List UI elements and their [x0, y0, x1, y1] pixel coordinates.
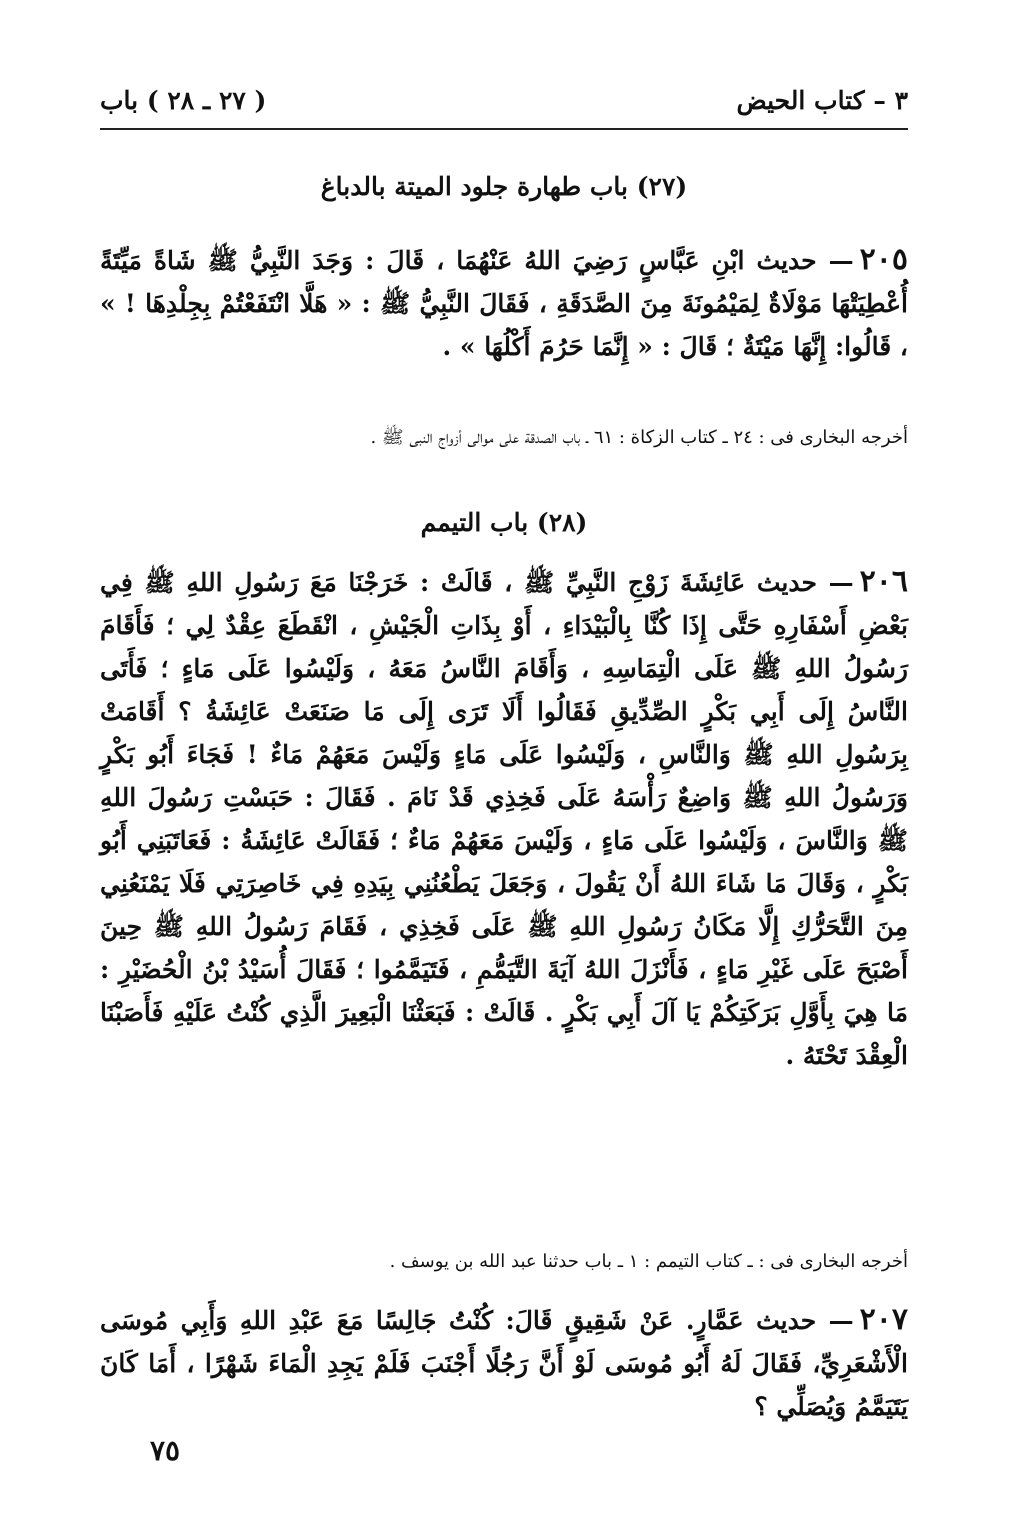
hadith-205-source: أخرجه البخارى فى : ٢٤ ـ كتاب الزكاة : ٦١ ـ باب الصدقة على موالى أزواج النبى ﷺ . [370, 427, 908, 448]
page-number: ٧٥ [150, 1434, 181, 1467]
hadith-207 [100, 1298, 908, 1428]
section-27-title: (٢٧) باب طهارة جلود الميتة بالدباغ [320, 172, 688, 201]
hadith-206 [100, 560, 908, 1077]
header-rule [100, 128, 908, 130]
hadith-205-text: — حديث ابْنِ عَبَّاسٍ رَضِيَ اللهُ عَنْهُمَا ، قَالَ : وَجَدَ النَّبِيُّ ﷺ شَاةً مَيِّتَةً أُعْطِيَتْهَا مَوْلَاةٌ لِمَيْمُونَةَ مِنَ الصَّدَقَةِ ، فَقَالَ النَّبِيُّ ﷺ : « هَلَّا انْتَفَعْتُمْ بِجِلْدِهَا ! » ، قَالُوا: إِنَّهَا مَيْتَةٌ ؛ قَالَ : « إِنَّمَا حَرُمَ أَكْلُهَا » . [100, 246, 908, 361]
header-book-title: ٣ – كتاب الحيض [736, 86, 908, 115]
hadith-206-source: أخرجه البخارى فى : ـ كتاب التيمم : ١ ـ باب حدثنا عبد الله بن يوسف . [389, 1251, 908, 1272]
hadith-207-number: ٢٠٧ [859, 1302, 908, 1337]
header-chapter-range: ( ٢٧ ـ ٢٨ ) باب [100, 86, 267, 115]
hadith-206-text: — حديث عَائِشَةَ زَوْجِ النَّبِيِّ ﷺ ، قَالَتْ : خَرَجْنَا مَعَ رَسُولِ اللهِ ﷺ فِي بَعْضِ أَسْفَارِهِ حَتَّى إِذَا كُنَّا بِالْبَيْدَاءِ ، أَوْ بِذَاتِ الْجَيْشِ ، انْقَطَعَ عِقْدٌ لِي ؛ فَأَقَامَ رَسُولُ اللهِ ﷺ عَلَى الْتِمَاسِهِ ، وَأَقَامَ النَّاسُ مَعَهُ ، وَلَيْسُوا عَلَى مَاءٍ ؛ فَأَتَى النَّاسُ إِلَى أَبِي بَكْرٍ الصِّدِّيقِ فَقَالُوا أَلَا تَرَى إِلَى مَا صَنَعَتْ عَائِشَةُ ؟ أَقَامَتْ بِرَسُولِ اللهِ ﷺ وَالنَّاسِ ، وَلَيْسُوا عَلَى مَاءٍ وَلَيْسَ مَعَهُمْ مَاءٌ ! فَجَاءَ أَبُو بَكْرٍ وَرَسُولُ اللهِ ﷺ وَاضِعٌ رَأْسَهُ عَلَى فَخِذِي قَدْ نَامَ . فَقَالَ : حَبَسْتِ رَسُولَ اللهِ ﷺ وَالنَّاسَ ، وَلَيْسُوا عَلَى مَاءٍ ، وَلَيْسَ مَعَهُمْ مَاءٌ ؛ فَقَالَتْ عَائِشَةُ : فَعَاتَبَنِي أَبُو بَكْرٍ ، وَقَالَ مَا شَاءَ اللهُ أَنْ يَقُولَ ، وَجَعَلَ يَطْعُنُنِي بِيَدِهِ فِي خَاصِرَتِي فَلَا يَمْنَعُنِي مِنَ التَّحَرُّكِ إِلَّا مَكَانُ رَسُولِ اللهِ ﷺ عَلَى فَخِذِي ، فَقَامَ رَسُولُ اللهِ ﷺ حِينَ أَصْبَحَ عَلَى غَيْرِ مَاءٍ ، فَأَنْزَلَ اللهُ آيَةَ التَّيَمُّمِ ، فَتَيَمَّمُوا ؛ فَقَالَ أُسَيْدُ بْنُ الْحُضَيْرِ : مَا هِيَ بِأَوَّلِ بَرَكَتِكُمْ يَا آلَ أَبِي بَكْرٍ . قَالَتْ : فَبَعَثْنَا الْبَعِيرَ الَّذِي كُنْتُ عَلَيْهِ فَأَصَبْنَا الْعِقْدَ تَحْتَهُ . [100, 568, 908, 1070]
hadith-205-number: ٢٠٥ [859, 242, 908, 277]
section-28-title: (٢٨) باب التيمم [420, 508, 588, 537]
hadith-207-text: — حديث عَمَّارٍ. عَنْ شَقِيقٍ قَالَ: كُنْتُ جَالِسًا مَعَ عَبْدِ اللهِ وَأَبِي مُوسَى الْأَشْعَرِيِّ، فَقَالَ لَهُ أَبُو مُوسَى لَوْ أَنَّ رَجُلًا أَجْنَبَ فَلَمْ يَجِدِ الْمَاءَ شَهْرًا ، أَمَا كَانَ يَتَيَمَّمُ وَيُصَلِّي ؟ [100, 1306, 908, 1421]
running-header [100, 86, 908, 120]
hadith-205 [100, 238, 908, 368]
hadith-206-number: ٢٠٦ [859, 564, 908, 599]
